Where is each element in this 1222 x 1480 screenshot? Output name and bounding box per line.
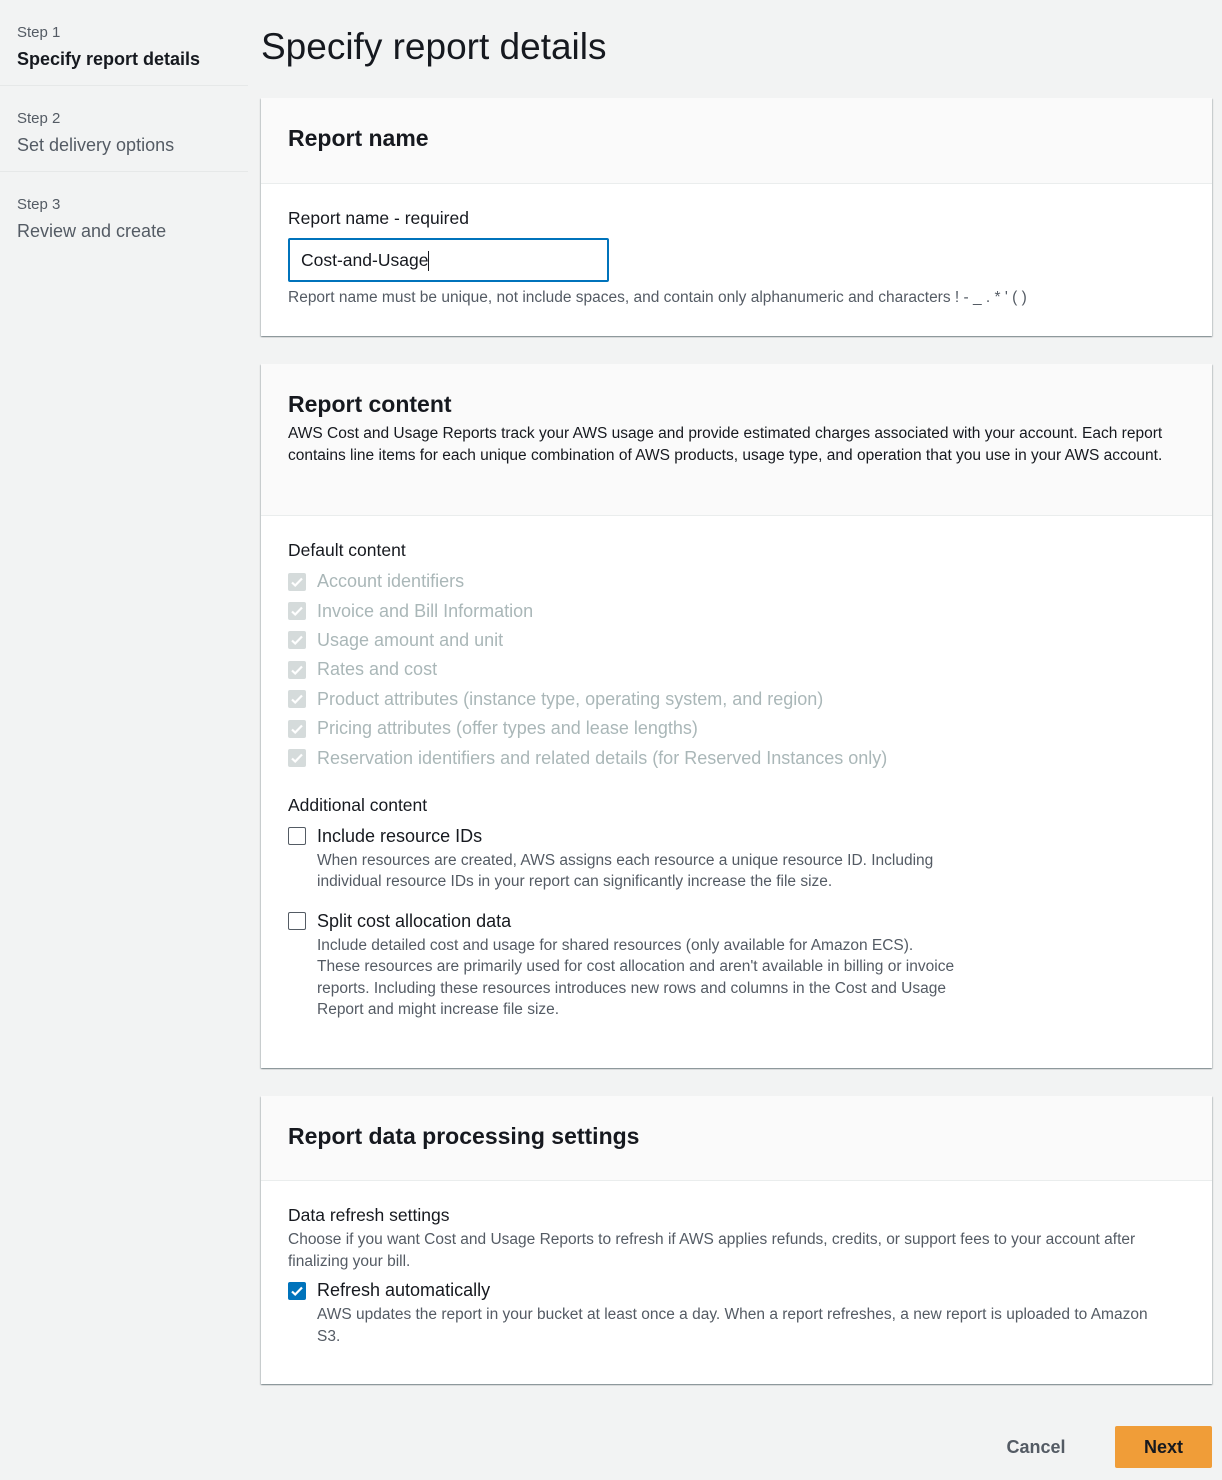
default-content-item bbox=[288, 596, 1185, 625]
disabled-checkbox bbox=[288, 690, 306, 708]
panel-description: AWS Cost and Usage Reports track your AWS usage and provide estimated charges associated with your account. Each report contains line items for each unique combination of AWS products, usage type, and operation that you use in your AWS account. bbox=[288, 425, 1163, 464]
check-icon bbox=[290, 722, 304, 736]
report-name-hint: Report name must be unique, not include spaces, and contain only alphanumeric and characters ! - _ . * ' ( ) bbox=[288, 289, 1027, 306]
item-label: Invoice and Bill Information bbox=[317, 600, 534, 621]
panel-title: Report content bbox=[288, 391, 452, 417]
option-label: Include resource IDs bbox=[317, 825, 483, 846]
wizard-steps bbox=[0, 0, 248, 258]
cancel-button[interactable]: Cancel bbox=[1006, 1436, 1066, 1457]
disabled-checkbox bbox=[288, 573, 306, 591]
disabled-checkbox bbox=[288, 720, 306, 738]
default-content-item bbox=[288, 626, 1185, 655]
processing-panel bbox=[261, 1096, 1212, 1384]
check-icon bbox=[290, 692, 304, 706]
step-3[interactable] bbox=[0, 172, 248, 258]
check-icon bbox=[290, 575, 304, 589]
include-resource-ids-checkbox[interactable] bbox=[288, 827, 306, 845]
report-name-input[interactable] bbox=[288, 238, 609, 282]
option-label: Split cost allocation data bbox=[317, 910, 512, 931]
default-content-label: Default content bbox=[288, 540, 406, 560]
option-description: Include detailed cost and usage for shared resources (only available for Amazon ECS). These resources are primarily used for cost allocation and aren't available in billing or invoice reports. Including these resources introduces new rows and columns in the Cost and Usage Report and might increase file size. bbox=[317, 936, 955, 1019]
page-title: Specify report details bbox=[261, 26, 607, 67]
data-refresh-description: Choose if you want Cost and Usage Reports to refresh if AWS applies refunds, credits, or support fees to your account after finalizing your bill. bbox=[288, 1231, 1136, 1270]
additional-content-label: Additional content bbox=[288, 794, 428, 815]
check-icon bbox=[290, 604, 304, 618]
data-refresh-label: Data refresh settings bbox=[288, 1205, 450, 1225]
report-name-panel bbox=[261, 98, 1212, 336]
report-name-label: Report name - required bbox=[288, 208, 469, 228]
disabled-checkbox bbox=[288, 602, 306, 620]
refresh-automatically-option bbox=[288, 1280, 1185, 1347]
refresh-automatically-checkbox[interactable] bbox=[288, 1282, 306, 1300]
default-content-item bbox=[288, 685, 1185, 714]
split-cost-allocation-checkbox[interactable] bbox=[288, 912, 306, 930]
item-label: Reservation identifiers and related details (for Reserved Instances only) bbox=[317, 747, 888, 768]
check-icon bbox=[290, 633, 304, 647]
input-value: Cost-and-Usage bbox=[301, 250, 429, 270]
default-content-item bbox=[288, 743, 1185, 772]
disabled-checkbox bbox=[288, 661, 306, 679]
item-label: Rates and cost bbox=[317, 659, 438, 680]
step-2[interactable] bbox=[0, 86, 248, 172]
option-description: AWS updates the report in your bucket at least once a day. When a report refreshes, a new report is uploaded to Amazon S3. bbox=[317, 1306, 1148, 1345]
step-number: Step 3 bbox=[17, 196, 61, 213]
default-content-item bbox=[288, 655, 1185, 684]
check-icon bbox=[290, 1284, 304, 1298]
include-resource-ids-option bbox=[288, 826, 1185, 893]
item-label: Usage amount and unit bbox=[317, 629, 504, 650]
disabled-checkbox bbox=[288, 631, 306, 649]
check-icon bbox=[290, 663, 304, 677]
check-icon bbox=[290, 751, 304, 765]
option-description: When resources are created, AWS assigns each resource a unique resource ID. Including individual resource IDs in your report can significantly increase the file size. bbox=[317, 851, 934, 891]
step-number: Step 2 bbox=[17, 110, 61, 127]
step-1[interactable] bbox=[0, 0, 248, 86]
option-label: Refresh automatically bbox=[317, 1280, 491, 1300]
split-cost-allocation-option bbox=[288, 911, 1185, 1021]
step-label: Specify report details bbox=[17, 49, 201, 69]
default-content-item bbox=[288, 567, 1185, 596]
item-label: Pricing attributes (offer types and lease lengths) bbox=[317, 718, 698, 739]
step-number: Step 1 bbox=[17, 24, 61, 41]
default-content-item bbox=[288, 714, 1185, 743]
item-label: Product attributes (instance type, operating system, and region) bbox=[317, 688, 824, 709]
step-label: Review and create bbox=[17, 221, 167, 241]
next-button[interactable]: Next bbox=[1115, 1426, 1212, 1468]
disabled-checkbox bbox=[288, 749, 306, 767]
item-label: Account identifiers bbox=[317, 571, 465, 592]
step-label: Set delivery options bbox=[17, 135, 175, 155]
report-content-panel bbox=[261, 364, 1212, 1068]
panel-title: Report name bbox=[288, 125, 429, 151]
panel-title: Report data processing settings bbox=[288, 1123, 640, 1149]
